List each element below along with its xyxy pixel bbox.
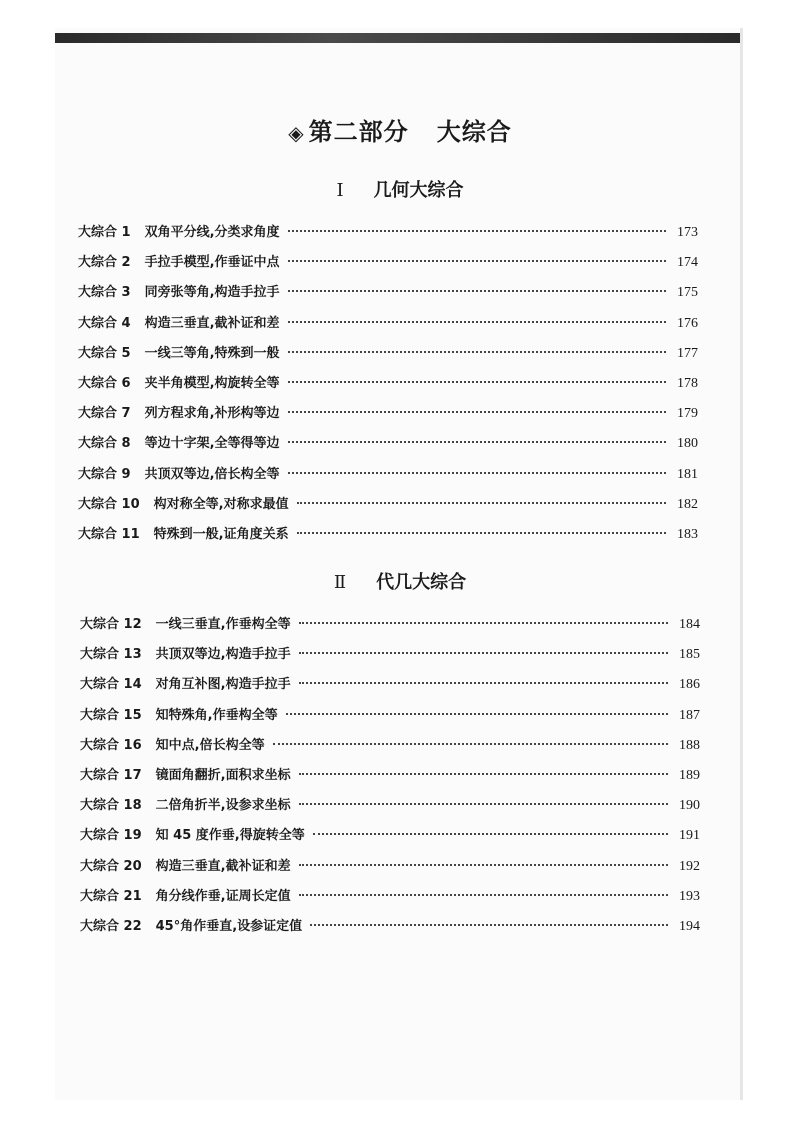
toc-entry-number: 大综合 10 xyxy=(78,496,140,512)
toc-entry[interactable] xyxy=(80,794,700,816)
toc-entry-page-number: 190 xyxy=(679,798,700,814)
toc-entry-page-number: 181 xyxy=(677,466,698,482)
toc-entry-topic: 45°角作垂直,设参证定值 xyxy=(155,919,303,934)
toc-entry-topic: 手拉手模型,作垂证中点 xyxy=(144,255,280,271)
toc-entry[interactable] xyxy=(80,855,700,877)
toc-entry[interactable] xyxy=(78,372,698,394)
toc-entry[interactable] xyxy=(80,734,700,756)
toc-entry[interactable] xyxy=(80,824,700,846)
toc-entry[interactable] xyxy=(80,915,700,937)
toc-entry-page-number: 184 xyxy=(679,617,700,632)
toc-entry-page-number: 179 xyxy=(677,406,698,422)
dot-leader xyxy=(288,260,666,262)
dot-leader xyxy=(288,441,666,443)
toc-entry-topic: 构造三垂直,截补证和差 xyxy=(144,315,280,331)
section-roman-numeral: Ⅰ xyxy=(336,180,344,201)
toc-entry[interactable] xyxy=(78,463,698,485)
toc-entry-number: 大综合 2 xyxy=(78,255,131,271)
toc-entry-topic: 列方程求角,补形构等边 xyxy=(144,406,280,422)
toc-entry-topic: 共顶双等边,倍长构全等 xyxy=(144,466,280,482)
toc-entry-topic: 共顶双等边,构造手拉手 xyxy=(155,647,291,663)
toc-entry[interactable] xyxy=(80,764,700,786)
part-title xyxy=(0,112,800,147)
dot-leader xyxy=(288,381,666,383)
toc-entry-number: 大综合 18 xyxy=(80,798,142,814)
dot-leader xyxy=(286,713,668,715)
toc-entry[interactable] xyxy=(78,493,698,515)
toc-entry-number: 大综合 11 xyxy=(78,527,140,542)
dot-leader xyxy=(288,290,666,292)
dot-leader xyxy=(288,351,666,353)
dot-leader xyxy=(299,803,668,805)
dot-leader xyxy=(288,230,666,232)
toc-entry[interactable] xyxy=(78,251,698,273)
section-heading-geometry xyxy=(0,176,800,202)
dot-leader xyxy=(273,743,668,745)
toc-entry-page-number: 187 xyxy=(679,707,700,723)
toc-entry-number: 大综合 4 xyxy=(78,315,131,331)
toc-entry-topic: 一线三垂直,作垂构全等 xyxy=(155,617,291,632)
part-title-text: 第二部分 大综合 xyxy=(308,118,512,146)
section-title: 几何大综合 xyxy=(373,180,464,201)
toc-entry[interactable] xyxy=(78,402,698,424)
toc-entry-page-number: 175 xyxy=(677,285,698,301)
toc-entry-topic: 同旁张等角,构造手拉手 xyxy=(144,285,280,301)
toc-entry-topic: 角分线作垂,证周长定值 xyxy=(155,888,291,904)
toc-entry-topic: 双角平分线,分类求角度 xyxy=(144,225,280,240)
toc-entry-page-number: 193 xyxy=(679,888,700,904)
section-roman-numeral: Ⅱ xyxy=(333,572,347,593)
toc-entry-topic: 知中点,倍长构全等 xyxy=(155,737,265,753)
toc-entry-page-number: 191 xyxy=(679,828,700,844)
toc-entry[interactable] xyxy=(80,673,700,695)
toc-entry-number: 大综合 1 xyxy=(78,225,131,240)
dot-leader xyxy=(288,472,666,474)
toc-entry-page-number: 186 xyxy=(679,677,700,693)
dot-leader xyxy=(313,833,668,835)
dot-leader xyxy=(299,773,668,775)
toc-entry-number: 大综合 3 xyxy=(78,285,131,301)
toc-entry-topic: 二倍角折半,设参求坐标 xyxy=(155,798,291,814)
toc-entry-number: 大综合 8 xyxy=(78,436,131,452)
toc-entry-page-number: 192 xyxy=(679,858,700,874)
section-heading-algebra-geometry xyxy=(0,568,800,594)
dot-leader xyxy=(299,652,668,654)
toc-entry[interactable] xyxy=(78,342,698,364)
toc-entry-page-number: 173 xyxy=(677,225,698,240)
dot-leader xyxy=(299,894,668,896)
toc-entry-topic: 镜面角翻折,面积求坐标 xyxy=(155,768,291,783)
toc-entry[interactable] xyxy=(78,312,698,334)
toc-entry-number: 大综合 14 xyxy=(80,677,142,693)
dot-leader xyxy=(310,924,668,926)
toc-entry[interactable] xyxy=(80,885,700,907)
toc-entry-topic: 夹半角模型,构旋转全等 xyxy=(144,376,280,391)
dot-leader xyxy=(299,864,668,866)
toc-entry[interactable] xyxy=(78,221,698,243)
toc-entry-page-number: 185 xyxy=(679,647,700,663)
toc-entry-page-number: 182 xyxy=(677,496,698,512)
toc-entry-page-number: 188 xyxy=(679,737,700,753)
toc-entry-number: 大综合 12 xyxy=(80,617,142,632)
toc-entry-number: 大综合 9 xyxy=(78,466,131,482)
toc-entry[interactable] xyxy=(78,523,698,545)
toc-entry[interactable] xyxy=(80,704,700,726)
toc-entry-page-number: 177 xyxy=(677,345,698,361)
toc-entry-topic: 特殊到一般,证角度关系 xyxy=(153,527,289,542)
toc-entry-number: 大综合 22 xyxy=(80,919,142,934)
toc-entry-page-number: 183 xyxy=(677,527,698,542)
toc-entry-topic: 一线三等角,特殊到一般 xyxy=(144,345,280,361)
toc-entry[interactable] xyxy=(78,281,698,303)
toc-entry-topic: 知特殊角,作垂构全等 xyxy=(155,707,278,723)
toc-entry-topic: 等边十字架,全等得等边 xyxy=(144,436,280,452)
dot-leader xyxy=(299,682,668,684)
toc-entry[interactable] xyxy=(80,643,700,665)
toc-entry-page-number: 176 xyxy=(677,315,698,331)
toc-entry-number: 大综合 17 xyxy=(80,768,142,783)
toc-entry-number: 大综合 20 xyxy=(80,858,142,874)
toc-entry-topic: 构造三垂直,截补证和差 xyxy=(155,858,291,874)
dot-leader xyxy=(297,502,666,504)
toc-entry-number: 大综合 15 xyxy=(80,707,142,723)
toc-entry-page-number: 189 xyxy=(679,768,700,783)
toc-entry-page-number: 194 xyxy=(679,919,700,934)
diamond-icon: ◈ xyxy=(288,121,305,145)
toc-entry[interactable] xyxy=(80,613,700,635)
toc-entry-number: 大综合 19 xyxy=(80,828,142,844)
toc-entry-topic: 构对称全等,对称求最值 xyxy=(153,496,289,512)
dot-leader xyxy=(297,532,666,534)
section-title: 代几大综合 xyxy=(376,572,467,593)
toc-entry-number: 大综合 5 xyxy=(78,345,131,361)
toc-entry-topic: 知 45 度作垂,得旋转全等 xyxy=(155,828,305,844)
toc-entry-number: 大综合 13 xyxy=(80,647,142,663)
toc-entry-number: 大综合 6 xyxy=(78,376,131,391)
toc-entry-topic: 对角互补图,构造手拉手 xyxy=(155,677,291,693)
toc-entry-page-number: 180 xyxy=(677,436,698,452)
toc-entry-number: 大综合 7 xyxy=(78,406,131,422)
toc-entry-page-number: 178 xyxy=(677,376,698,391)
dot-leader xyxy=(288,321,666,323)
toc-entry[interactable] xyxy=(78,432,698,454)
dot-leader xyxy=(299,622,668,624)
dot-leader xyxy=(288,411,666,413)
page-top-edge xyxy=(55,33,743,43)
toc-entry-number: 大综合 16 xyxy=(80,737,142,753)
toc-entry-number: 大综合 21 xyxy=(80,888,142,904)
toc-entry-page-number: 174 xyxy=(677,255,698,271)
